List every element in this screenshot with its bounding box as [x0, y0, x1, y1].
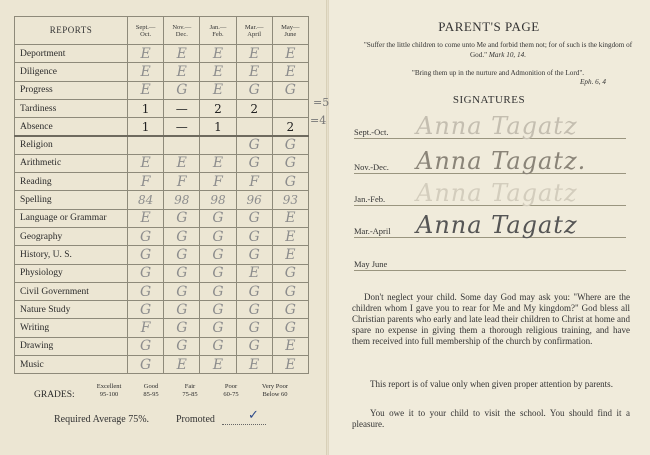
grade-cell: G — [128, 337, 164, 355]
grade-cell: 1 — [128, 99, 164, 117]
grade-cell: G — [128, 356, 164, 374]
grade-cell: E — [272, 246, 308, 264]
table-row — [15, 246, 309, 264]
scale-range: 95-100 — [99, 391, 119, 398]
signatures-title: SIGNATURES — [452, 94, 526, 106]
grade-cell: E — [128, 81, 164, 99]
scale-item — [250, 383, 300, 399]
grade-cell: E — [272, 45, 308, 63]
grades-label: GRADES: — [34, 390, 75, 400]
scale-name: Good — [143, 383, 159, 390]
grade-cell — [128, 136, 164, 154]
advice-paragraph: Don't neglect your child. Some day God may ask you: "Where are the children whom I gave you to rear for Me and My kingdom?" God bless all Christian parents who early and late lead their children to Christ at home and spare no expense in giving them a thorough religious training, and have them received into full membership of the church by confirmation. — [352, 292, 630, 346]
grade-cell: G — [272, 173, 308, 191]
scripture-quote-1 — [362, 41, 634, 60]
table-row — [15, 45, 309, 63]
quote-text: "Suffer the little children to come unto Me and forbid them not; for of such is the kingdom of God." — [363, 41, 633, 59]
scale-range: 60-75 — [223, 391, 239, 398]
grade-cell: G — [164, 301, 200, 319]
grade-cell: G — [164, 227, 200, 245]
grade-cell: G — [236, 136, 272, 154]
grade-cell: G — [236, 282, 272, 300]
grade-cell: G — [200, 282, 236, 300]
scale-range: 85-95 — [143, 391, 159, 398]
absence-total-note: =4 — [310, 114, 327, 127]
signature-period: Nov.-Dec. — [354, 162, 389, 172]
parent-signature: Anna Tagatz. — [416, 147, 587, 175]
grade-cell: — — [164, 99, 200, 117]
grade-cell: G — [200, 337, 236, 355]
signature-line-may-june — [354, 251, 626, 271]
grades-table — [14, 16, 309, 374]
table-header-row — [15, 17, 309, 45]
signature-period: May June — [354, 259, 388, 269]
period-header: Jan.— Feb. — [200, 17, 236, 45]
scale-name: Poor — [224, 383, 238, 390]
subject-name: History, U. S. — [15, 246, 128, 264]
grade-cell: — — [164, 118, 200, 136]
grade-cell: 98 — [200, 191, 236, 209]
grade-cell: G — [200, 264, 236, 282]
scripture-quote-2: "Bring them up in the nurture and Admonition of the Lord". — [411, 69, 585, 77]
table-row — [15, 63, 309, 81]
table-row — [15, 264, 309, 282]
grade-cell: E — [236, 45, 272, 63]
grade-cell: 93 — [272, 191, 308, 209]
grade-cell: G — [272, 136, 308, 154]
grade-cell: G — [236, 154, 272, 172]
grade-cell: 1 — [200, 118, 236, 136]
grade-cell: E — [128, 63, 164, 81]
grade-cell: E — [272, 63, 308, 81]
scale-range: 75-85 — [182, 391, 198, 398]
grade-cell: G — [272, 264, 308, 282]
grade-cell: G — [128, 227, 164, 245]
grade-cell: G — [164, 246, 200, 264]
check-mark-icon: ✓ — [248, 408, 259, 423]
grade-cell: E — [272, 227, 308, 245]
scale-name: Very Poor — [261, 383, 289, 390]
scale-item — [206, 383, 256, 399]
grade-cell: G — [164, 319, 200, 337]
grade-cell: 84 — [128, 191, 164, 209]
subject-name: Religion — [15, 136, 128, 154]
grade-cell: G — [236, 246, 272, 264]
parent-signature: Anna Tagatz — [416, 112, 578, 140]
grade-cell: G — [200, 246, 236, 264]
grade-cell: F — [164, 173, 200, 191]
grade-cell: G — [200, 227, 236, 245]
grade-cell: G — [236, 337, 272, 355]
grade-cell: 1 — [128, 118, 164, 136]
grade-cell: G — [272, 282, 308, 300]
period-header: Sept.— Oct. — [128, 17, 164, 45]
subject-name: Writing — [15, 319, 128, 337]
quote-citation: Eph. 6, 4 — [580, 78, 606, 86]
grade-cell: E — [164, 356, 200, 374]
grade-cell: E — [236, 264, 272, 282]
grade-cell: G — [164, 337, 200, 355]
subject-name: Drawing — [15, 337, 128, 355]
period-header: Nov.— Dec. — [164, 17, 200, 45]
grade-cell — [272, 99, 308, 117]
signature-line-jan-feb — [354, 179, 626, 207]
grade-cell: G — [236, 301, 272, 319]
grade-cell: E — [236, 356, 272, 374]
grade-cell: E — [164, 45, 200, 63]
period-header: May— June — [272, 17, 308, 45]
subject-name: Spelling — [15, 191, 128, 209]
grade-cell: 96 — [236, 191, 272, 209]
table-row — [15, 356, 309, 374]
subject-name: Deportment — [15, 45, 128, 63]
grade-cell: G — [128, 264, 164, 282]
promoted-label: Promoted — [176, 414, 215, 425]
table-row — [15, 227, 309, 245]
grade-cell — [236, 118, 272, 136]
table-row — [15, 282, 309, 300]
grade-cell: G — [200, 209, 236, 227]
grade-cell: G — [272, 81, 308, 99]
visit-notice: You owe it to your child to visit the school. You should find it a pleasure. — [352, 408, 630, 429]
grade-cell: G — [164, 209, 200, 227]
subject-name: Absence — [15, 118, 128, 136]
subject-name: Diligence — [15, 63, 128, 81]
tardiness-total-note: =5 — [313, 96, 330, 109]
scale-name: Fair — [184, 383, 196, 390]
parent-signature: Anna Tagatz — [416, 211, 578, 239]
grade-cell: E — [272, 209, 308, 227]
scale-name: Excellent — [96, 383, 122, 390]
signature-period: Mar.-April — [354, 226, 391, 236]
grade-cell: E — [164, 63, 200, 81]
grade-cell: E — [128, 209, 164, 227]
signature-period: Jan.-Feb. — [354, 194, 386, 204]
table-row — [15, 319, 309, 337]
grade-cell: G — [128, 301, 164, 319]
parent-signature: Anna Tagatz — [416, 179, 578, 207]
grade-cell: E — [128, 45, 164, 63]
grade-cell: G — [272, 301, 308, 319]
grade-cell: E — [128, 154, 164, 172]
period-header: Mar.— April — [236, 17, 272, 45]
subject-name: Physiology — [15, 264, 128, 282]
table-row — [15, 173, 309, 191]
grade-cell: G — [128, 282, 164, 300]
grade-cell: G — [164, 81, 200, 99]
grade-cell: G — [272, 154, 308, 172]
grade-cell: G — [236, 81, 272, 99]
grade-cell: 2 — [272, 118, 308, 136]
promoted-line — [222, 424, 266, 425]
grade-cell: G — [236, 227, 272, 245]
grade-cell: G — [164, 282, 200, 300]
reports-header: REPORTS — [15, 17, 128, 45]
subject-name: Nature Study — [15, 301, 128, 319]
grade-cell: 2 — [200, 99, 236, 117]
grade-cell: E — [200, 45, 236, 63]
table-row — [15, 191, 309, 209]
absence-total: 4 — [319, 114, 327, 127]
grade-cell: E — [200, 154, 236, 172]
grade-cell: F — [128, 319, 164, 337]
subject-name: Arithmetic — [15, 154, 128, 172]
grade-cell: E — [272, 337, 308, 355]
grade-cell: G — [236, 209, 272, 227]
table-row — [15, 99, 309, 117]
required-average: Required Average 75%. — [54, 414, 150, 425]
grade-scale — [14, 383, 310, 403]
value-notice: This report is of value only when given proper attention by parents. — [370, 379, 613, 389]
grade-cell: 2 — [236, 99, 272, 117]
grade-cell: G — [164, 264, 200, 282]
subject-name: Civil Government — [15, 282, 128, 300]
grade-cell: E — [200, 63, 236, 81]
grade-cell: G — [200, 319, 236, 337]
table-row — [15, 154, 309, 172]
grade-cell: 98 — [164, 191, 200, 209]
grade-cell: F — [236, 173, 272, 191]
center-fold — [326, 0, 329, 455]
grade-cell: E — [200, 356, 236, 374]
table-row — [15, 209, 309, 227]
grade-cell: F — [200, 173, 236, 191]
grade-cell — [164, 136, 200, 154]
grade-cell: G — [200, 301, 236, 319]
grade-cell: E — [200, 81, 236, 99]
subject-name: Music — [15, 356, 128, 374]
signature-line-mar-april — [354, 211, 626, 239]
grade-cell: G — [128, 246, 164, 264]
tardiness-total: 5 — [322, 96, 330, 109]
table-row — [15, 136, 309, 154]
grade-cell: G — [272, 319, 308, 337]
grade-cell: E — [272, 356, 308, 374]
signature-line-sept-oct — [354, 112, 626, 140]
signature-line-nov-dec — [354, 147, 626, 175]
table-row — [15, 81, 309, 99]
grades-body — [15, 45, 309, 374]
table-row — [15, 118, 309, 136]
subject-name: Progress — [15, 81, 128, 99]
signature-period: Sept.-Oct. — [354, 127, 389, 137]
subject-name: Tardiness — [15, 99, 128, 117]
table-row — [15, 337, 309, 355]
subject-name: Reading — [15, 173, 128, 191]
quote-citation: Mark 10, 14. — [488, 50, 527, 59]
scale-range: Below 60 — [262, 391, 288, 398]
grade-cell — [200, 136, 236, 154]
grade-cell: G — [236, 319, 272, 337]
subject-name: Language or Grammar — [15, 209, 128, 227]
table-row — [15, 301, 309, 319]
subject-name: Geography — [15, 227, 128, 245]
page-title: PARENT'S PAGE — [438, 19, 540, 34]
grade-cell: F — [128, 173, 164, 191]
grade-cell: E — [164, 154, 200, 172]
grade-cell: E — [236, 63, 272, 81]
